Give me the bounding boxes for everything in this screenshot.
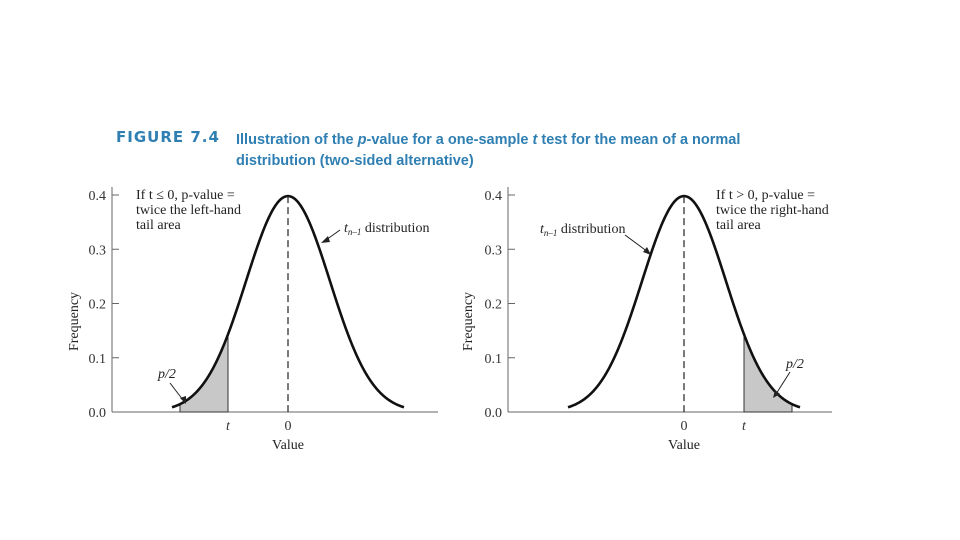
panel-1-x-tick-label: 0 xyxy=(284,419,292,434)
panel-2-x-tick-label: t xyxy=(742,419,746,434)
panel-2-condition-line: twice the right-hand xyxy=(716,203,829,218)
panel-2-condition-line: If t > 0, p-value = xyxy=(716,188,815,203)
panel-2-y-label: Frequency xyxy=(461,291,476,352)
panel-2-y-tick-label: 0.3 xyxy=(484,243,502,259)
caption-part-3: -value for a one-sample xyxy=(366,132,533,148)
caption-part-2: p xyxy=(357,132,367,148)
panel-2-y-tick-label: 0.4 xyxy=(484,189,502,204)
panel-1-x-label: Value xyxy=(272,438,304,453)
panel-2-y-tick-label: 0.0 xyxy=(484,406,502,421)
panel-2-x-tick-label: 0 xyxy=(680,419,688,434)
panel-2-distribution-label: $t_{n-1}$ distribution xyxy=(540,222,626,238)
panel-1-distribution-arrowhead xyxy=(321,236,330,243)
panel-1-y-label: Frequency xyxy=(67,291,82,352)
figure-label: FIGURE 7.4 xyxy=(116,128,220,146)
panel-2-distribution-arrow xyxy=(625,235,648,252)
panel-1-condition-line: twice the left-hand xyxy=(136,203,241,218)
panel-2-tail-label: p/2 xyxy=(786,357,804,372)
panel-1-y-tick-label: 0.4 xyxy=(88,189,106,204)
panel-1-condition-line: tail area xyxy=(136,218,181,233)
panel-2-x-label: Value xyxy=(668,438,700,453)
caption-part-1: Illustration of the xyxy=(236,132,358,148)
panel-1-y-tick-label: 0.1 xyxy=(88,351,106,367)
caption-part-4: t xyxy=(532,132,538,148)
panel-2-y-tick-label: 0.2 xyxy=(484,297,502,313)
panel-1-distribution-label: $t_{n-1}$ distribution xyxy=(344,221,430,237)
panel-1-y-tick-label: 0.3 xyxy=(88,243,106,259)
caption-part-5: test for the mean of a normal distribution (two-sided alternative) xyxy=(236,132,741,169)
panel-1-condition-line: If t ≤ 0, p-value = xyxy=(136,188,235,203)
panel-2-y-tick-label: 0.1 xyxy=(484,351,502,367)
panel-1-y-tick-label: 0.0 xyxy=(88,406,106,421)
panel-1-tail-label: p/2 xyxy=(158,367,176,382)
panel-2-tail-arrow xyxy=(776,372,790,394)
panel-1-tail-arrow xyxy=(170,383,183,400)
panel-2-condition-line: tail area xyxy=(716,218,761,233)
panel-2-distribution-arrowhead xyxy=(643,247,651,255)
panel-1-x-tick-label: t xyxy=(226,419,230,434)
panel-1-y-tick-label: 0.2 xyxy=(88,297,106,313)
